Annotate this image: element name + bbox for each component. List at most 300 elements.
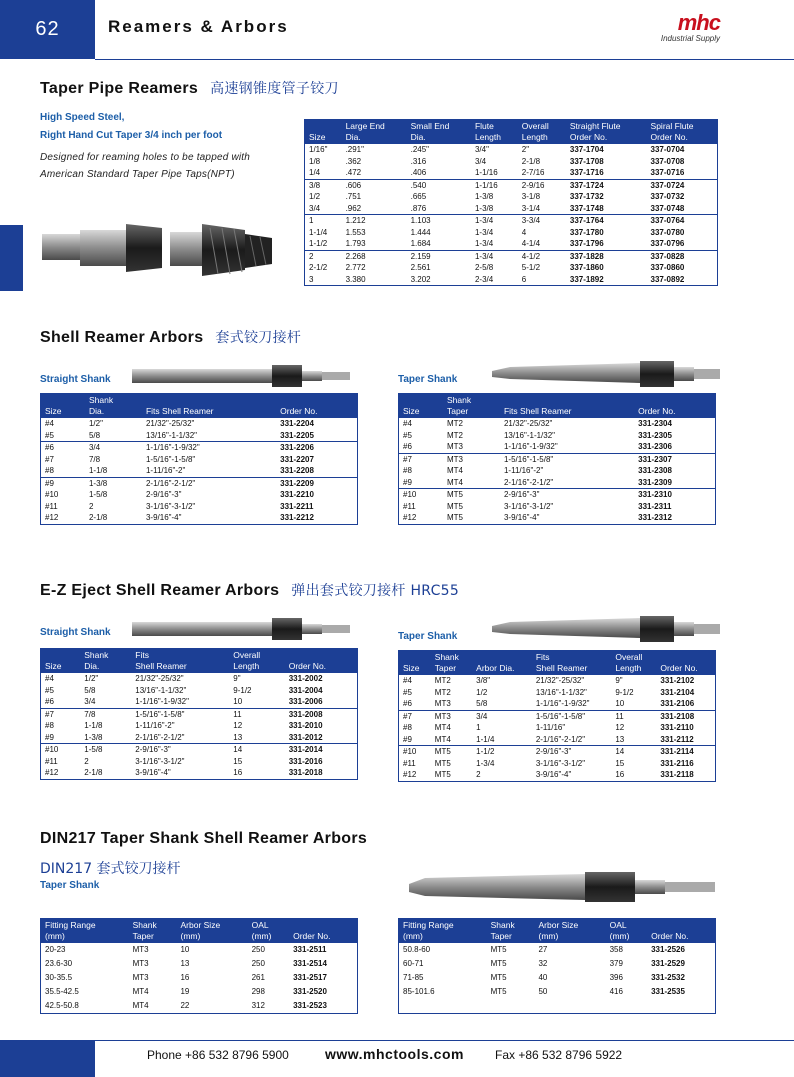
table-cell: #11 [45,501,58,511]
table-cell: .540 [407,179,471,191]
table-cell: 3-9/16"-4" [145,513,182,522]
column-header [566,120,647,145]
table-cell: 9" [233,674,241,683]
table-cell: 312 [251,1001,265,1010]
table-cell: 1-3/4 [476,758,495,768]
table-cell: 261 [251,973,265,982]
column-header-text: Size [45,406,62,416]
table-cell: 1-3/4 [471,215,518,227]
order-number-cell: 337-0704 [650,145,685,154]
column-header-text: Shank [446,395,472,405]
table-cell: .362 [345,156,362,166]
table-cell: 12 [615,723,625,732]
table-cell: #9 [403,734,412,744]
table-row [305,227,718,239]
footer-fax: Fax +86 532 8796 5922 [495,1048,623,1062]
column-header-text: Flute [474,121,494,131]
column-header-text: Fits Shell Reamer [503,406,572,416]
table-cell: 5-1/2 [521,263,541,272]
table-cell: .316 [410,156,427,166]
table-cell: 3-9/16"-4" [135,768,171,777]
table-cell: 10 [615,699,625,708]
taper-pipe-table [304,119,718,286]
table-cell: MT5 [431,746,472,758]
table-cell: 16 [233,768,243,777]
table-cell: 3-1/16"-3-1/2" [145,501,196,511]
column-header [443,394,500,419]
order-number-cell: 331-2309 [638,477,672,487]
order-number-cell: 331-2104 [660,687,695,697]
table-cell: 13 [180,959,190,968]
shell-taper-table [398,393,716,525]
table-row [305,144,718,156]
table-cell: 13/16"-1-1/32" [503,430,556,440]
straight-shank-label: Straight Shank [40,627,111,638]
section-title-text: Shell Reamer Arbors [40,329,204,346]
table-row [305,274,718,286]
table-cell: 16 [615,770,625,779]
table-header-row [399,919,716,944]
table-cell: MT5 [446,501,463,511]
table-cell: 3-1/16"-3-1/2" [535,758,586,768]
order-number-cell: 331-2312 [638,513,672,522]
table-cell: 42.5-50.8 [45,1001,79,1010]
table-row [399,746,716,758]
table-cell: 1-5/16"-1-5/8" [500,453,634,465]
order-number-cell: 331-2112 [660,734,694,744]
order-number-cell: 331-2304 [638,419,672,428]
order-number-cell: 337-1828 [566,250,647,262]
table-cell: 1-1/16 [474,168,498,177]
table-cell: 1-1/2 [309,239,328,248]
column-header-text: Dia. [410,132,426,142]
table-row [399,477,716,489]
table-cell: 1-5/8 [88,490,108,499]
table-header-row [41,919,358,944]
table-cell: 2-9/16"-3" [145,490,182,499]
column-header-text: Dia. [345,132,361,142]
table-row [41,673,358,685]
table-cell: #4 [403,676,412,685]
table-cell: 3/4 [85,442,142,454]
taper-shank-label: Taper Shank [398,631,458,642]
column-header-text: Shank [434,652,459,662]
table-cell: #5 [45,685,54,695]
table-cell: 1-1/16"-1-9/32" [503,442,558,451]
table-cell: 30-35.5 [45,973,73,982]
table-header-row [399,394,716,419]
table-cell: 2 [84,756,89,766]
table-cell: 2-1/8 [84,768,103,777]
table-row [41,489,358,501]
column-header-text: Length [233,661,260,671]
footer-block [0,1040,95,1077]
column-header [176,919,247,944]
column-header [431,651,472,676]
table-cell: 21/32"-25/32" [535,676,585,685]
table-row [399,453,716,465]
column-header-text: Order No. [651,931,689,941]
column-header [606,919,648,944]
column-header-text: Taper [446,406,469,416]
column-header-text: Fits [535,652,550,662]
table-row [399,758,716,770]
table-row [305,215,718,227]
column-header [611,651,656,676]
straight-shank-arbor-image [130,363,370,391]
column-header-text: Fits Shell Reamer [145,406,214,416]
column-header-text: Overall [233,650,261,660]
order-number-cell: 331-2010 [288,721,323,730]
table-row [41,418,358,430]
table-cell: #11 [403,758,416,768]
table-cell: .406 [410,168,427,177]
taper-shank-label: Taper Shank [398,374,458,385]
table-cell: 3/4 [84,697,96,706]
column-header-text: Fits [135,650,149,660]
table-row [41,442,358,454]
table-row [41,720,358,732]
order-number-cell: 331-2208 [280,466,314,475]
table-cell: 3 [309,274,314,284]
table-cell: MT3 [132,973,149,982]
column-header-text: Dia. [84,661,100,671]
order-number-cell: 331-2305 [638,430,672,440]
table-cell: #10 [45,490,59,499]
table-cell: 2-9/16 [518,179,566,191]
order-number-cell: 337-0828 [647,250,718,262]
table-row [399,441,716,453]
side-index-tab [0,225,23,291]
table-cell: 1-1/4 [309,227,328,237]
table-cell: MT3 [132,945,149,954]
column-header [85,394,142,419]
table-cell: MT5 [490,959,507,968]
table-cell: 2-1/2 [309,263,328,272]
table-cell: 4 [521,227,527,237]
order-number-cell: 337-0860 [650,263,685,272]
table-cell: 3-3/4 [518,215,566,227]
column-header-text: Order No. [660,663,698,673]
order-number-cell: 331-2116 [660,758,694,768]
table-cell: 20-23 [45,945,66,954]
order-number-cell: 337-0716 [650,168,685,177]
footer-website[interactable]: www.mhctools.com [325,1046,464,1062]
table-cell: #4 [45,419,54,428]
table-row [41,696,358,708]
section-title-din217-cn: DIN217 套式铰刀接杆 [40,861,181,877]
table-cell: 3-1/16"-3-1/2" [135,756,185,766]
table-cell: 21/32"-25/32" [135,674,184,683]
column-header-text: Taper [434,663,457,673]
table-cell: 60-71 [403,959,424,968]
table-cell: 15 [615,758,625,768]
table-cell: MT5 [490,987,507,996]
column-header-text: Straight Flute [569,121,621,131]
table-cell: #9 [45,732,54,742]
table-cell: 2-1/16"-2-1/2" [503,477,554,487]
column-header-text: Overall [615,652,643,662]
table-cell: MT5 [434,770,451,779]
page-header-title: Reamers & Arbors [108,17,289,36]
column-header [229,649,284,674]
order-number-cell: 331-2207 [280,454,314,464]
header-divider [95,59,794,60]
table-cell: 1-1/16 [471,179,518,191]
order-number-cell: 337-0732 [650,192,685,201]
din217-arbor-image [405,868,725,908]
table-cell: 3/4 [309,203,321,213]
column-header-text: Spiral Flute [650,121,694,131]
column-header-text: Overall [521,121,549,131]
order-number-cell: 337-1724 [566,179,647,191]
table-cell-empty [399,999,716,1014]
column-header-text: Taper [490,931,512,941]
column-header [142,394,276,419]
table-cell: 6 [521,274,527,284]
table-cell: #7 [399,453,443,465]
table-cell: #12 [45,513,59,522]
table-cell: 2-1/16"-2-1/2" [142,477,276,489]
column-header [647,120,718,145]
table-cell: 2-1/8 [521,156,541,166]
table-cell: 250 [251,959,265,968]
column-header-text: Taper [132,931,154,941]
table-row [305,203,718,215]
order-number-cell: 331-2306 [638,442,672,451]
table-cell: MT4 [446,466,463,475]
column-header-text: Large End [345,121,385,131]
table-cell: 2-7/16 [521,168,545,177]
table-cell: 10 [180,945,190,954]
order-number-cell: 337-0780 [650,227,685,237]
table-row [399,769,716,781]
table-cell: #6 [41,442,85,454]
page-number: 62 [0,0,95,59]
table-cell: 1-5/8 [80,744,131,756]
order-number-cell: 337-1764 [566,215,647,227]
table-cell: 1-1/4 [476,734,495,744]
order-number-cell: 337-1892 [569,274,604,284]
table-cell: 1-5/16"-1-5/8" [532,710,612,722]
table-cell: 3/8" [476,676,491,685]
section-title-cn: 套式铰刀接杆 [215,330,302,346]
table-cell: .665 [410,192,427,201]
table-cell: .472 [345,168,362,177]
table-cell: MT4 [132,987,149,996]
ez-straight-arbor-image [130,616,370,644]
order-number-cell: 331-2535 [651,987,685,996]
spec-line-1: High Speed Steel, [40,112,125,123]
table-cell: 2.268 [342,250,407,262]
order-number-cell: 337-0748 [650,203,685,213]
table-cell: 1-1/16"-1-9/32" [535,699,590,708]
table-cell: 3/4 [474,156,487,166]
column-header [518,120,566,145]
table-cell: #10 [399,746,431,758]
table-cell: 21/32"-25/32" [145,419,195,428]
column-header [41,649,81,674]
table-cell: MT3 [434,699,451,708]
table-cell: #5 [403,687,412,697]
column-header-text: Order No. [569,132,608,142]
table-cell: 3-9/16"-4" [503,513,540,522]
table-cell: #4 [45,674,54,683]
table-cell: 1 [476,723,481,732]
column-header-text: Order No. [293,931,331,941]
table-cell: 1/2 [476,687,488,697]
table-cell: 2 [305,250,342,262]
din217-table-right [398,918,716,1014]
order-number-cell: 331-2307 [634,453,715,465]
table-cell: 3/4" [474,145,489,154]
table-cell: 250 [251,945,265,954]
table-cell: 1-1/16"-1-9/32" [135,697,189,706]
order-number-cell: 331-2018 [288,768,323,777]
ez-straight-table [40,648,358,780]
table-cell: 50.8-60 [403,945,431,954]
column-header [285,649,358,674]
column-header-text: (mm) [403,931,423,941]
table-cell: MT5 [443,489,500,501]
table-cell: #4 [403,419,412,428]
column-header [129,919,177,944]
column-header-text: Size [45,661,62,671]
column-header [305,120,342,145]
table-row [305,250,718,262]
table-cell: 16 [180,973,190,982]
order-number-cell: 337-1708 [569,156,604,166]
table-cell: 7/8 [80,708,131,720]
table-row [305,191,718,203]
column-header [248,919,290,944]
table-cell: 1/2" [84,674,99,683]
order-number-cell: 331-2523 [293,1001,327,1010]
order-number-cell: 337-1860 [569,263,604,272]
table-cell: 1-3/4 [471,250,518,262]
table-cell: 3-1/8 [521,192,541,201]
column-header-text: (mm) [45,931,65,941]
section-title-text: Taper Pipe Reamers [40,80,199,97]
description-line-2: American Standard Taper Pipe Taps(NPT) [40,169,235,180]
table-cell: 13/16"-1-1/32" [145,430,198,440]
column-header-text: Shell Reamer [535,663,588,673]
table-cell: MT3 [443,453,500,465]
table-row [41,744,358,756]
table-cell: MT3 [431,710,472,722]
shell-straight-table [40,393,358,525]
table-cell: 1/16" [309,145,328,154]
table-cell: 2-1/16"-2-1/2" [135,732,185,742]
table-cell: 1.103 [407,215,471,227]
column-header [80,649,131,674]
table-cell: 1-3/8 [474,192,494,201]
table-cell: #11 [403,501,416,511]
table-row [399,722,716,734]
order-number-cell: 331-2006 [288,697,323,706]
table-cell: 2-9/16"-3" [532,746,612,758]
table-cell: 19 [180,987,190,996]
table-cell: MT5 [490,945,507,954]
table-cell: 4-1/2 [518,250,566,262]
din217-table-left [40,918,358,1014]
straight-shank-label: Straight Shank [40,374,111,385]
table-cell: 40 [538,973,548,982]
order-number-cell: 337-0708 [650,156,685,166]
order-number-cell: 331-2529 [651,959,685,968]
table-cell: 396 [609,973,623,982]
table-row [41,985,358,999]
column-header-text: Arbor Size [180,920,221,930]
order-number-cell: 331-2520 [293,987,327,996]
column-header-text: Arbor Size [538,920,579,930]
table-cell: 13/16"-1-1/32" [535,687,587,697]
column-header [487,919,535,944]
column-header [41,394,85,419]
table-cell: MT3 [132,959,149,968]
table-header-row [305,120,718,145]
table-cell: 1-1/16"-1-9/32" [142,442,276,454]
column-header [399,651,431,676]
table-cell: #8 [403,723,412,732]
order-number-cell: 331-2517 [293,973,327,982]
column-header-text: Fitting Range [403,920,454,930]
table-cell: 1.684 [410,239,431,248]
section-title-taper-pipe [40,78,339,98]
column-header-text: Shank [132,920,157,930]
table-cell: 9" [615,676,623,685]
column-header [534,919,605,944]
table-row [41,477,358,489]
table-row [399,734,716,746]
column-header-text: Order No. [288,661,327,671]
table-row [399,418,716,430]
table-row [41,454,358,466]
column-header-text: Arbor Dia. [476,663,515,673]
table-row-empty [399,999,716,1014]
table-row [41,943,358,957]
order-number-cell: 331-2211 [280,501,314,511]
table-cell: 1-3/8 [84,732,103,742]
order-number-cell: 331-2308 [638,466,672,475]
taper-shank-label: Taper Shank [40,880,100,891]
footer-divider [95,1040,794,1041]
order-number-cell: 331-2532 [651,973,685,982]
table-cell: MT5 [434,758,451,768]
order-number-cell: 331-2210 [280,490,314,499]
column-header [399,919,487,944]
table-cell: 3-9/16"-4" [535,770,572,779]
table-cell: .876 [410,203,427,213]
table-row [41,957,358,971]
order-number-cell: 337-1748 [569,203,604,213]
table-cell: 71-85 [403,973,424,982]
table-cell: #5 [45,430,54,440]
table-cell: 1-5/16"-1-5/8" [145,454,196,464]
table-cell: 2.159 [407,250,471,262]
table-cell: #12 [403,770,417,779]
column-header-text: (mm) [180,931,201,941]
column-header [131,649,229,674]
order-number-cell: 331-2114 [656,746,715,758]
column-header [647,919,715,944]
table-cell: 1-5/16"-1-5/8" [131,708,229,720]
column-header-text: Length [615,663,642,673]
column-header-text: Fitting Range [45,920,96,930]
table-row [41,465,358,477]
column-header-text: Order No. [638,406,676,416]
column-header-text: Size [403,406,420,416]
